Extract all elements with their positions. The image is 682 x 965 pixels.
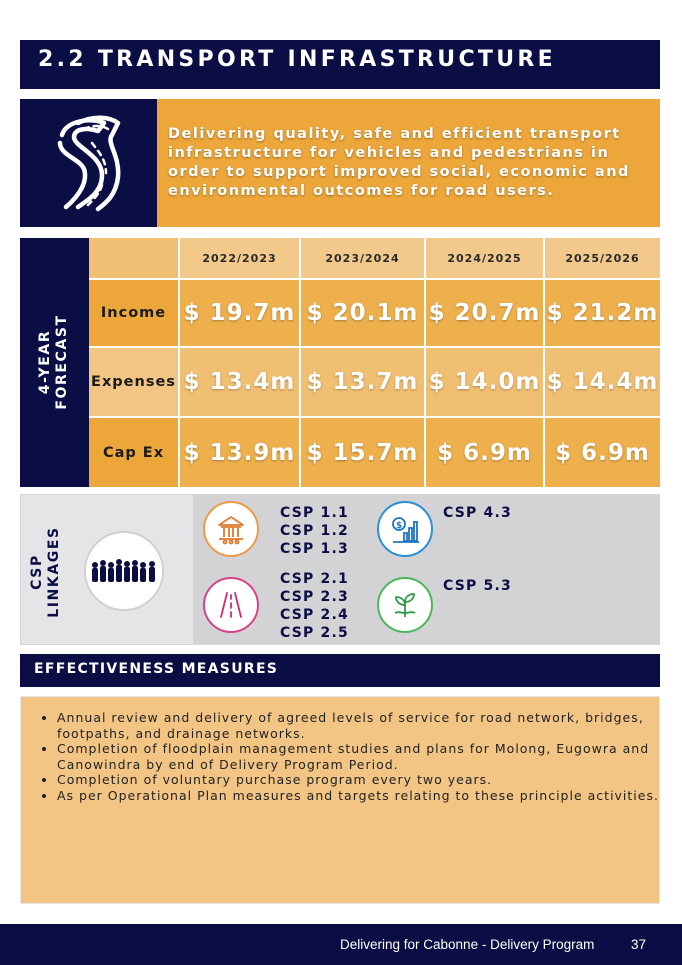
list-item: • Annual review and delivery of agreed levels of service for road network, bridges, footpaths, and drainage networks. [57, 710, 667, 741]
csp-code: CSP 4.3 [443, 505, 512, 521]
forecast-side-label-line1: 4-YEAR [37, 329, 53, 395]
forecast-value: $ 14.4m [545, 348, 660, 416]
community-people-icon [84, 531, 164, 611]
forecast-value: $ 6.9m [426, 418, 543, 487]
forecast-year-header: 2022/2023 [180, 238, 299, 278]
csp-side-label [29, 526, 63, 617]
community-building-icon [203, 501, 259, 557]
svg-text:$: $ [396, 521, 403, 531]
csp-codes-group-1 [280, 504, 349, 558]
forecast-side-label [37, 314, 71, 409]
section-icon-box [20, 99, 157, 227]
csp-code: CSP 2.3 [280, 589, 349, 605]
csp-code: CSP 2.4 [280, 607, 349, 623]
forecast-row-label: Income [89, 280, 178, 346]
section-title: 2.2 TRANSPORT INFRASTRUCTURE [38, 47, 556, 72]
list-item: • Completion of floodplain management studies and plans for Molong, Eugowra and Canowindra by end of Delivery Program Period. [57, 741, 667, 772]
forecast-value: $ 6.9m [545, 418, 660, 487]
forecast-value: $ 13.4m [180, 348, 299, 416]
csp-codes-group-4 [443, 577, 512, 595]
footer-text: Delivering for Cabonne - Delivery Program [340, 937, 595, 952]
forecast-value: $ 13.7m [301, 348, 424, 416]
csp-codes-group-2 [443, 504, 512, 522]
page-number: 37 [631, 937, 647, 952]
list-item: • Completion of voluntary purchase program every two years. [57, 772, 667, 788]
economy-chart-icon [377, 501, 433, 557]
effectiveness-list [34, 710, 667, 803]
csp-side-label-line2: LINKAGES [46, 526, 62, 618]
environment-sprout-icon [377, 577, 433, 633]
list-item: • As per Operational Plan measures and targets relating to these principle activities. [57, 788, 667, 804]
road-icon [203, 577, 259, 633]
forecast-year-header: 2023/2024 [301, 238, 424, 278]
forecast-value: $ 20.1m [301, 280, 424, 346]
csp-code: CSP 5.3 [443, 578, 512, 594]
csp-code: CSP 2.5 [280, 625, 349, 641]
csp-code: CSP 1.2 [280, 523, 349, 539]
forecast-row-label: Cap Ex [89, 418, 178, 487]
forecast-row-label: Expenses [89, 348, 178, 416]
forecast-value: $ 13.9m [180, 418, 299, 487]
intro-text: Delivering quality, safe and efficient transport infrastructure for vehicles and pedestrians in order to support improved social, economic and environmental outcomes for road users. [168, 126, 630, 199]
forecast-value: $ 14.0m [426, 348, 543, 416]
forecast-value: $ 15.7m [301, 418, 424, 487]
csp-side-label-line1: CSP [29, 554, 45, 590]
forecast-value: $ 20.7m [426, 280, 543, 346]
effectiveness-title: EFFECTIVENESS MEASURES [34, 661, 279, 677]
forecast-value: $ 21.2m [545, 280, 660, 346]
forecast-value: $ 19.7m [180, 280, 299, 346]
forecast-side-label-line2: FORECAST [54, 314, 70, 410]
forecast-year-header: 2024/2025 [426, 238, 543, 278]
csp-code: CSP 2.1 [280, 571, 349, 587]
csp-code: CSP 1.3 [280, 541, 349, 557]
csp-codes-group-3 [280, 570, 349, 642]
forecast-header-corner [89, 238, 178, 278]
winding-road-icon [20, 99, 157, 227]
csp-code: CSP 1.1 [280, 505, 349, 521]
forecast-year-header: 2025/2026 [545, 238, 660, 278]
